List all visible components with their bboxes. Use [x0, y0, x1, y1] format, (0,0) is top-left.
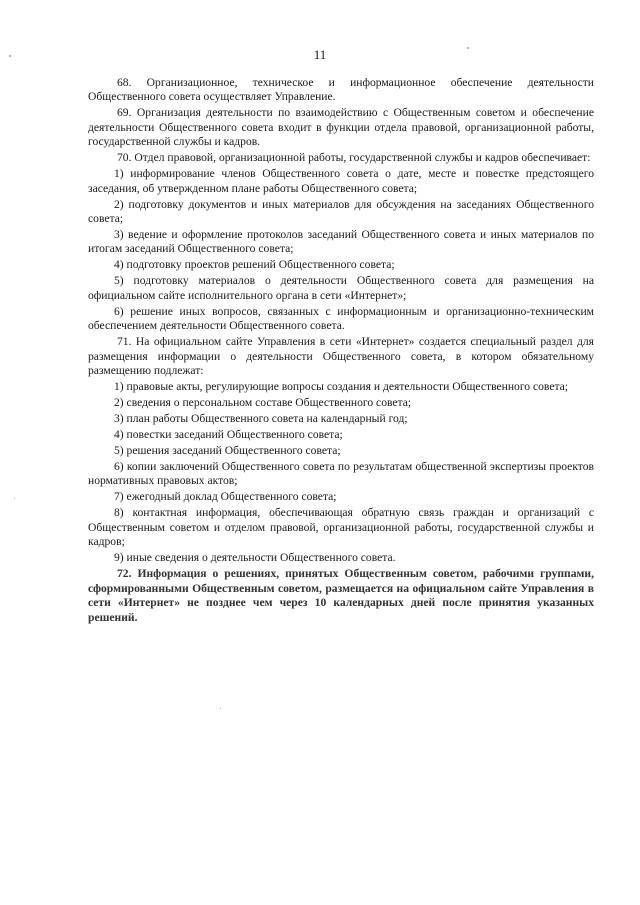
scan-speck [14, 498, 15, 499]
list-item-70-4: 4) подготовку проектов решений Общественного совета; [114, 258, 395, 272]
list-item-71-6: 6) копии заключений Общественного совета по результатам общественной экспертизы проектов нормативных правовых актов; [88, 460, 594, 488]
list-item-70-1: 1) информирование членов Общественного совета о дате, месте и повестке предстоящего заседания, об утвержденном плане работы Общественного совета; [88, 167, 594, 195]
paragraph-72: 72. Информация о решениях, принятых Общественным советом, рабочими группами, сформированными Общественным советом, размещается на официальном сайте Управления в сети «Интернет» не позднее чем через 10 календарных дней после принятия указанных решений. [88, 567, 594, 624]
scan-speck [220, 708, 221, 709]
list-item-70-5: 5) подготовку материалов о деятельности Общественного совета для размещения на официальном сайте исполнительного органа в сети «Интернет»; [88, 274, 594, 302]
list-item-71-3: 3) план работы Общественного совета на календарный год; [114, 412, 408, 426]
list-item-71-7: 7) ежегодный доклад Общественного совета; [114, 490, 337, 504]
list-item-70-6: 6) решение иных вопросов, связанных с информационным и организационно-техническим обеспечением деятельности Общественного совета. [88, 304, 594, 333]
list-item-71-9: 9) иные сведения о деятельности Общественного совета. [114, 551, 396, 565]
list-item-70-3: 3) ведение и оформление протоколов заседаний Общественного совета и иных материалов по итогам заседаний Общественного совета; [88, 228, 594, 256]
list-item-71-5: 5) решения заседаний Общественного совета; [114, 444, 341, 458]
scan-speck [9, 55, 11, 57]
list-item-71-4: 4) повестки заседаний Общественного совета; [114, 428, 343, 442]
paragraph-70: 70. Отдел правовой, организационной работы, государственной службы и кадров обеспечивает: [117, 151, 591, 165]
page-number: 11 [313, 47, 327, 62]
paragraph-71: 71. На официальном сайте Управления в сети «Интернет» создается специальный раздел для размещения информации о деятельности Общественного совета, в котором обязательному размещению подлежат: [88, 335, 594, 378]
list-item-71-1: 1) правовые акты, регулирующие вопросы создания и деятельности Общественного совета; [114, 380, 569, 394]
scan-speck [467, 47, 469, 49]
list-item-71-2: 2) сведения о персональном составе Общественного совета; [114, 396, 412, 410]
paragraph-68: 68. Организационное, техническое и информационное обеспечение деятельности Общественного совета осуществляет Управление. [88, 76, 594, 104]
document-body [88, 76, 594, 627]
paragraph-69: 69. Организация деятельности по взаимодействию с Общественным советом и обеспечение деятельности Общественного совета входит в функции отдела правовой, организационной работы, государственной службы и кадров. [88, 106, 594, 149]
list-item-71-8: 8) контактная информация, обеспечивающая обратную связь граждан и организаций с Общественным советом и отделом правовой, организационной работы, государственной службы и кадров; [88, 506, 594, 549]
list-item-70-2: 2) подготовку документов и иных материалов для обсуждения на заседаниях Общественного совета; [88, 197, 594, 226]
